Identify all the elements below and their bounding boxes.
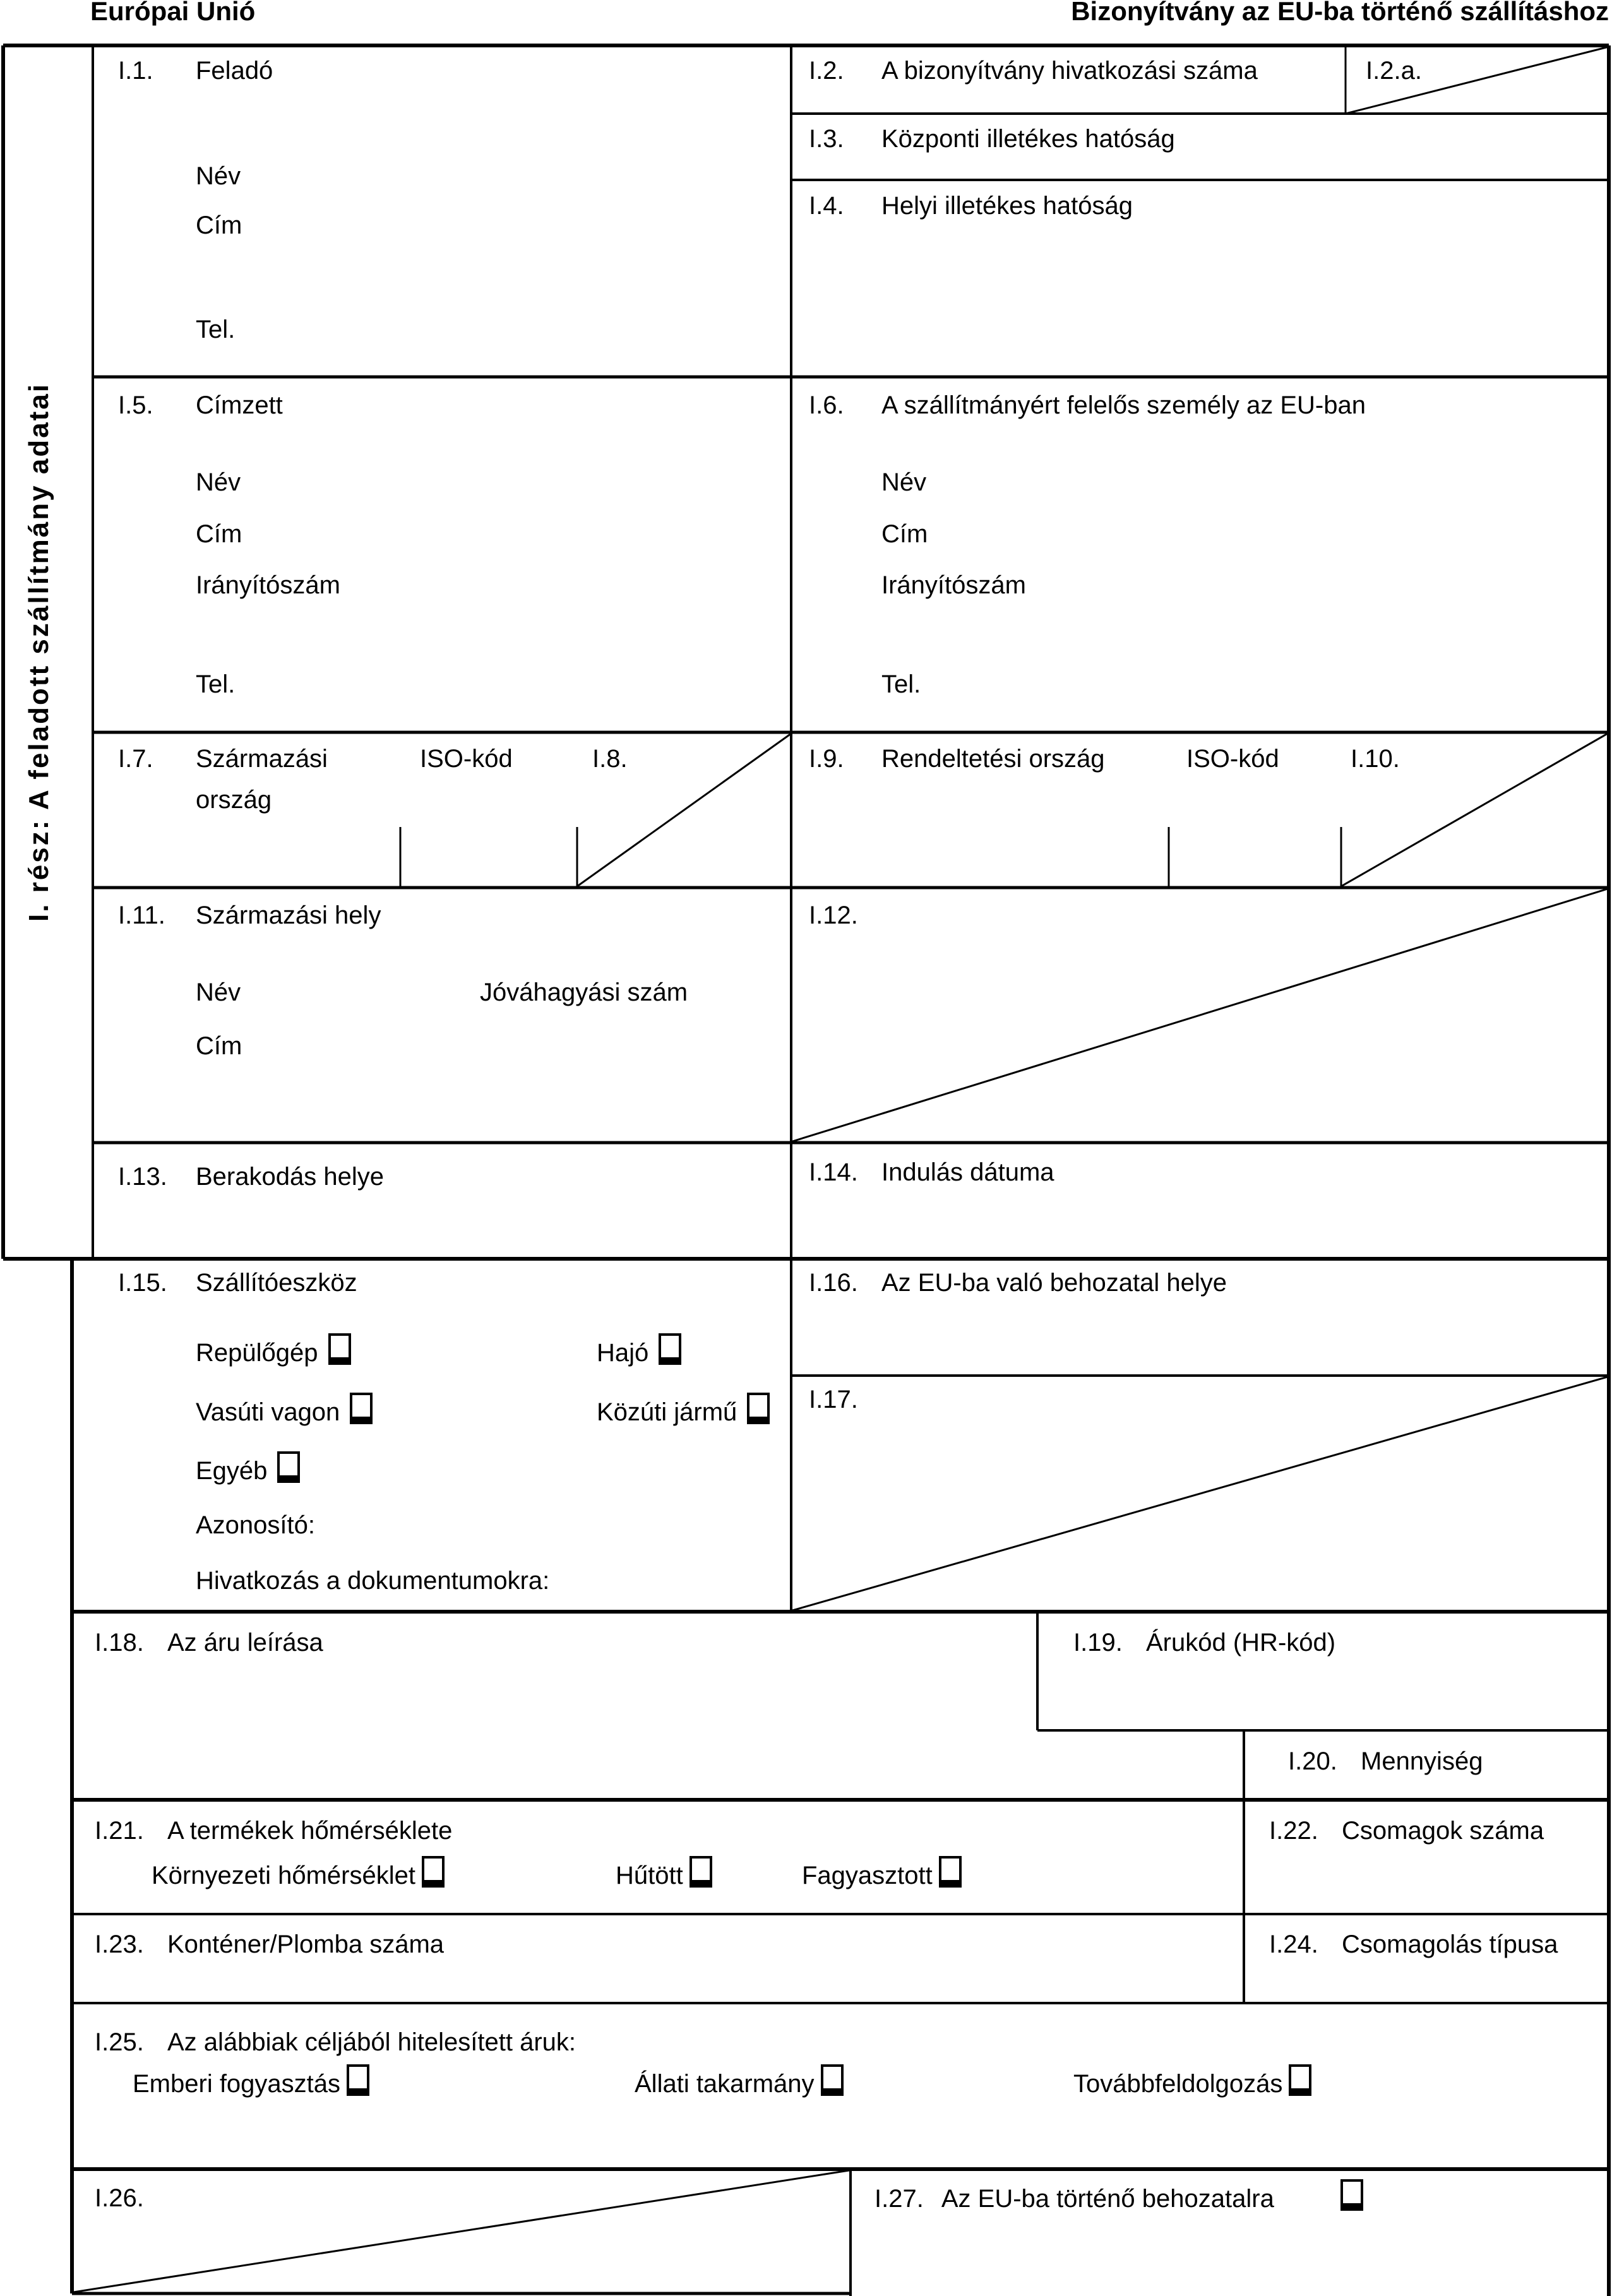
header-left: Európai Unió xyxy=(90,0,256,26)
option-human-consumption-label: Emberi fogyasztás xyxy=(133,2070,341,2098)
field-i27-number: I.27. xyxy=(875,2185,924,2213)
field-i6-address-label: Cím xyxy=(881,520,928,548)
field-i25-label: Az alábbiak céljából hitelesített áruk: xyxy=(167,2028,576,2056)
field-i23-label: Konténer/Plomba száma xyxy=(167,1930,445,1958)
option-chilled xyxy=(616,1860,712,1891)
option-airplane xyxy=(196,1337,351,1369)
checkbox-animal-feed[interactable] xyxy=(821,2064,844,2096)
field-i18-number: I.18. xyxy=(95,1629,144,1657)
field-i16-number: I.16. xyxy=(809,1269,858,1297)
field-i7-iso-label: ISO-kód xyxy=(420,745,513,773)
diagonal-i17 xyxy=(792,1377,1608,1610)
field-i15-doc-ref-label: Hivatkozás a dokumentumokra: xyxy=(196,1567,550,1595)
field-i5-number: I.5. xyxy=(118,391,153,419)
option-ship xyxy=(597,1337,681,1369)
field-i15-identification-label: Azonosító: xyxy=(196,1511,316,1539)
part1-sidebar-label: I. rész: A feladott szállítmány adatai xyxy=(23,382,54,922)
option-airplane-label: Repülőgép xyxy=(196,1339,318,1367)
field-i6-number: I.6. xyxy=(809,391,844,419)
checkbox-human-consumption[interactable] xyxy=(347,2064,369,2096)
field-i18-label: Az áru leírása xyxy=(167,1629,323,1657)
checkbox-ship[interactable] xyxy=(659,1333,681,1365)
field-i21-label: A termékek hőmérséklete xyxy=(167,1817,453,1845)
header-right: Bizonyítvány az EU-ba történő szállításhoz xyxy=(1071,0,1609,26)
field-i5-label: Címzett xyxy=(196,391,283,419)
field-i2a-number: I.2.a. xyxy=(1366,57,1422,85)
field-i1-address-label: Cím xyxy=(196,211,242,239)
field-i22-label: Csomagok száma xyxy=(1342,1817,1544,1845)
field-i6-label: A szállítmányért felelős személy az EU-ban xyxy=(881,391,1366,419)
option-ambient xyxy=(152,1860,445,1891)
diagonal-i12 xyxy=(792,889,1608,1141)
field-i11-approval-label: Jóváhagyási szám xyxy=(480,978,688,1006)
field-i7-label-line2: ország xyxy=(196,786,272,814)
option-animal-feed-label: Állati takarmány xyxy=(635,2070,815,2098)
option-frozen xyxy=(802,1860,962,1891)
field-i14-number: I.14. xyxy=(809,1158,858,1186)
field-i1-number: I.1. xyxy=(118,57,153,85)
field-i5-address-label: Cím xyxy=(196,520,242,548)
field-i11-number: I.11. xyxy=(118,901,165,929)
field-i19-number: I.19. xyxy=(1073,1629,1123,1657)
field-i26-number: I.26. xyxy=(95,2184,144,2212)
field-i12-number: I.12. xyxy=(809,901,858,929)
field-i1-tel-label: Tel. xyxy=(196,316,236,343)
field-i11-address-label: Cím xyxy=(196,1032,242,1060)
field-i2-label: A bizonyítvány hivatkozási száma xyxy=(881,57,1258,85)
field-i6-postal-label: Irányítószám xyxy=(881,571,1026,599)
option-chilled-label: Hűtött xyxy=(616,1862,683,1889)
checkbox-frozen[interactable] xyxy=(939,1856,962,1888)
field-i11-label: Származási hely xyxy=(196,901,381,929)
field-i3-number: I.3. xyxy=(809,125,844,153)
field-i10-number: I.10. xyxy=(1351,745,1400,773)
option-road xyxy=(597,1396,770,1428)
option-railway xyxy=(196,1396,373,1428)
field-i6-tel-label: Tel. xyxy=(881,670,921,698)
option-other xyxy=(196,1455,300,1487)
checkbox-chilled[interactable] xyxy=(690,1856,712,1888)
field-i17-number: I.17. xyxy=(809,1386,858,1413)
option-animal-feed xyxy=(635,2068,844,2100)
field-i1-name-label: Név xyxy=(196,162,241,190)
field-i23-number: I.23. xyxy=(95,1930,144,1958)
diagonal-i26 xyxy=(73,2170,849,2292)
checkbox-road[interactable] xyxy=(747,1393,770,1424)
field-i13-label: Berakodás helye xyxy=(196,1163,384,1191)
option-further-processing-label: Továbbfeldolgozás xyxy=(1073,2070,1283,2098)
field-i6-name-label: Név xyxy=(881,468,927,496)
field-i4-label: Helyi illetékes hatóság xyxy=(881,192,1133,220)
field-i5-tel-label: Tel. xyxy=(196,670,236,698)
field-i5-postal-label: Irányítószám xyxy=(196,571,340,599)
field-i14-label: Indulás dátuma xyxy=(881,1158,1054,1186)
field-i24-number: I.24. xyxy=(1269,1930,1318,1958)
field-i8-number: I.8. xyxy=(592,745,628,773)
field-i9-number: I.9. xyxy=(809,745,844,773)
option-frozen-label: Fagyasztott xyxy=(802,1862,933,1889)
option-ambient-label: Környezeti hőmérséklet xyxy=(152,1862,415,1889)
field-i19-label: Árukód (HR-kód) xyxy=(1146,1629,1336,1657)
field-i1-label: Feladó xyxy=(196,57,273,85)
field-i20-number: I.20. xyxy=(1288,1747,1337,1775)
checkbox-railway[interactable] xyxy=(350,1393,373,1424)
checkbox-airplane[interactable] xyxy=(328,1333,351,1365)
field-i2-number: I.2. xyxy=(809,57,844,85)
field-i27-label: Az EU-ba történő behozatalra xyxy=(941,2185,1274,2213)
field-i24-label: Csomagolás típusa xyxy=(1342,1930,1558,1958)
option-railway-label: Vasúti vagon xyxy=(196,1398,340,1426)
field-i21-number: I.21. xyxy=(95,1817,144,1845)
option-human-consumption xyxy=(133,2068,369,2100)
option-road-label: Közúti jármű xyxy=(597,1398,737,1426)
field-i3-label: Központi illetékes hatóság xyxy=(881,125,1175,153)
field-i13-number: I.13. xyxy=(118,1163,167,1191)
field-i7-label-line1: Származási xyxy=(196,745,328,773)
option-further-processing xyxy=(1073,2068,1311,2100)
checkbox-other[interactable] xyxy=(277,1451,300,1483)
field-i15-label: Szállítóeszköz xyxy=(196,1269,357,1297)
field-i9-iso-label: ISO-kód xyxy=(1186,745,1279,773)
option-ship-label: Hajó xyxy=(597,1339,649,1367)
field-i4-number: I.4. xyxy=(809,192,844,220)
field-i11-name-label: Név xyxy=(196,978,241,1006)
field-i27 xyxy=(875,2183,1363,2215)
field-i9-label: Rendeltetési ország xyxy=(881,745,1105,773)
checkbox-import-into-eu[interactable] xyxy=(1340,2179,1363,2211)
field-i16-label: Az EU-ba való behozatal helye xyxy=(881,1269,1227,1297)
field-i20-label: Mennyiség xyxy=(1361,1747,1483,1775)
checkbox-further-processing[interactable] xyxy=(1289,2064,1311,2096)
field-i7-number: I.7. xyxy=(118,745,153,773)
field-i25-number: I.25. xyxy=(95,2028,144,2056)
field-i22-number: I.22. xyxy=(1269,1817,1318,1845)
field-i5-name-label: Név xyxy=(196,468,241,496)
option-other-label: Egyéb xyxy=(196,1457,268,1485)
field-i15-number: I.15. xyxy=(118,1269,167,1297)
checkbox-ambient[interactable] xyxy=(422,1856,445,1888)
